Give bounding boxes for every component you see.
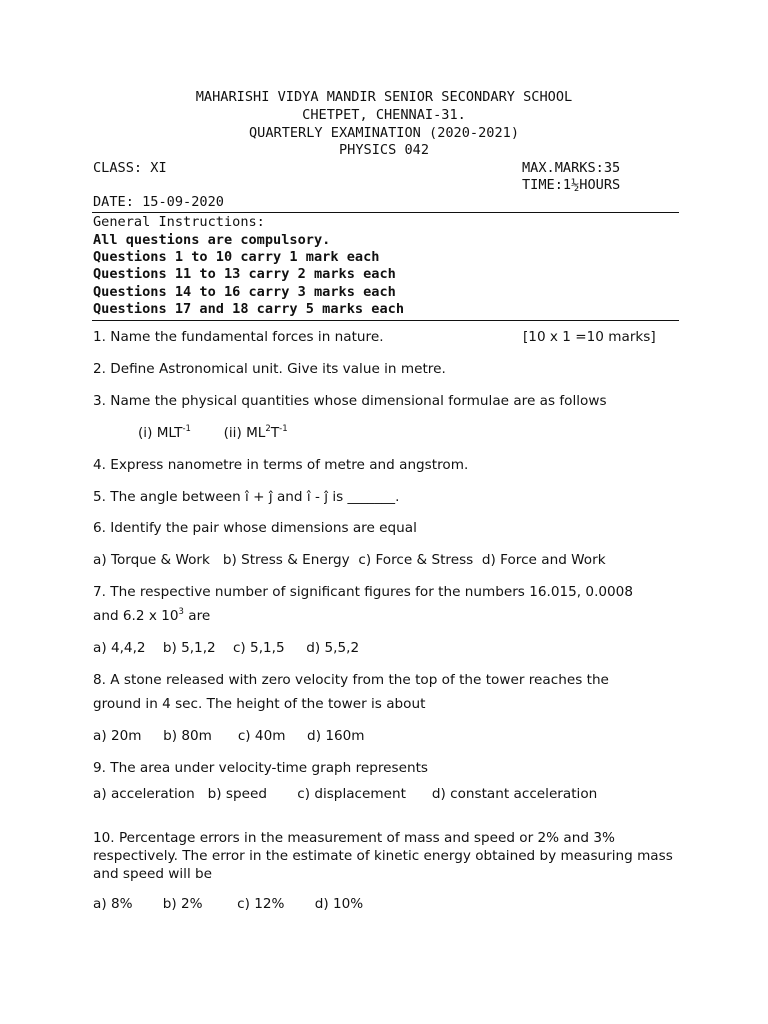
question-7-options: a) 4,4,2 b) 5,1,2 c) 5,1,5 d) 5,5,2 <box>93 640 360 656</box>
subject-title: PHYSICS 042 <box>338 142 430 158</box>
school-address: CHETPET, CHENNAI-31. <box>302 107 466 123</box>
question-8-cont: ground in 4 sec. The height of the tower is about <box>93 696 426 712</box>
divider-bottom <box>92 320 679 321</box>
question-8-options: a) 20m b) 80m c) 40m d) 160m <box>93 728 365 744</box>
formula-ii: (ii) $ML^2T^{-1}$ <box>223 424 288 441</box>
instructions-heading: General Instructions: <box>93 214 265 230</box>
question-2: 2. Define Astronomical unit. Give its value in metre. <box>93 361 446 377</box>
question-4: 4. Express nanometre in terms of metre and angstrom. <box>93 457 469 473</box>
instruction-line: Questions 14 to 16 carry 3 marks each <box>93 284 396 300</box>
unit-vector-j: ĵ <box>268 489 273 505</box>
unit-vector-j: ĵ <box>324 489 328 505</box>
instruction-line: Questions 11 to 13 carry 2 marks each <box>93 266 396 282</box>
question-9: 9. The area under velocity-time graph represents <box>93 760 429 776</box>
question-8: 8. A stone released with zero velocity from the top of the tower reaches the <box>93 672 609 688</box>
question-6: 6. Identify the pair whose dimensions are equal <box>93 520 417 536</box>
question-7: 7. The respective number of significant figures for the numbers 16.015, 0.0008 <box>93 584 633 600</box>
question-3: 3. Name the physical quantities whose dimensional formulae are as follows <box>93 393 607 409</box>
question-1: 1. Name the fundamental forces in nature. <box>93 329 384 345</box>
question-9-options: a) acceleration b) speed c) displacement d) constant acceleration <box>93 786 598 802</box>
question-6-options: a) Torque & Work b) Stress & Energy c) Force & Stress d) Force and Work <box>93 552 606 568</box>
class-label: CLASS: XI <box>93 160 167 176</box>
question-10-options: a) 8% b) 2% c) 12% d) 10% <box>93 896 364 912</box>
question-5: 5. The angle between î + ĵ and î - ĵ is _______. <box>93 489 400 505</box>
marks-allocation: [10 x 1 =10 marks] <box>523 329 656 345</box>
question-3-formulae <box>138 424 288 442</box>
exam-title: QUARTERLY EXAMINATION (2020-2021) <box>248 125 520 141</box>
question-10: 10. Percentage errors in the measurement of mass and speed or 2% and 3% respectively. The error in the estimate of kinetic energy obtained by measuring mass and speed will be <box>93 830 673 882</box>
unit-vector-i: î <box>245 489 249 505</box>
unit-vector-i: î <box>306 489 311 505</box>
instruction-line: All questions are compulsory. <box>93 232 331 248</box>
school-name: MAHARISHI VIDYA MANDIR SENIOR SECONDARY SCHOOL <box>195 89 573 105</box>
question-7-cont: and 6.2 x $10^3$ are <box>93 607 211 624</box>
formula-i: (i) $MLT^{-1}$ <box>138 424 191 441</box>
time-allowed: TIME:1½HOURS <box>522 177 621 193</box>
instruction-line: Questions 1 to 10 carry 1 mark each <box>93 249 380 265</box>
instruction-line: Questions 17 and 18 carry 5 marks each <box>93 301 404 317</box>
exam-date: DATE: 15-09-2020 <box>93 194 224 210</box>
max-marks: MAX.MARKS:35 <box>522 160 621 176</box>
divider-top <box>92 212 679 213</box>
